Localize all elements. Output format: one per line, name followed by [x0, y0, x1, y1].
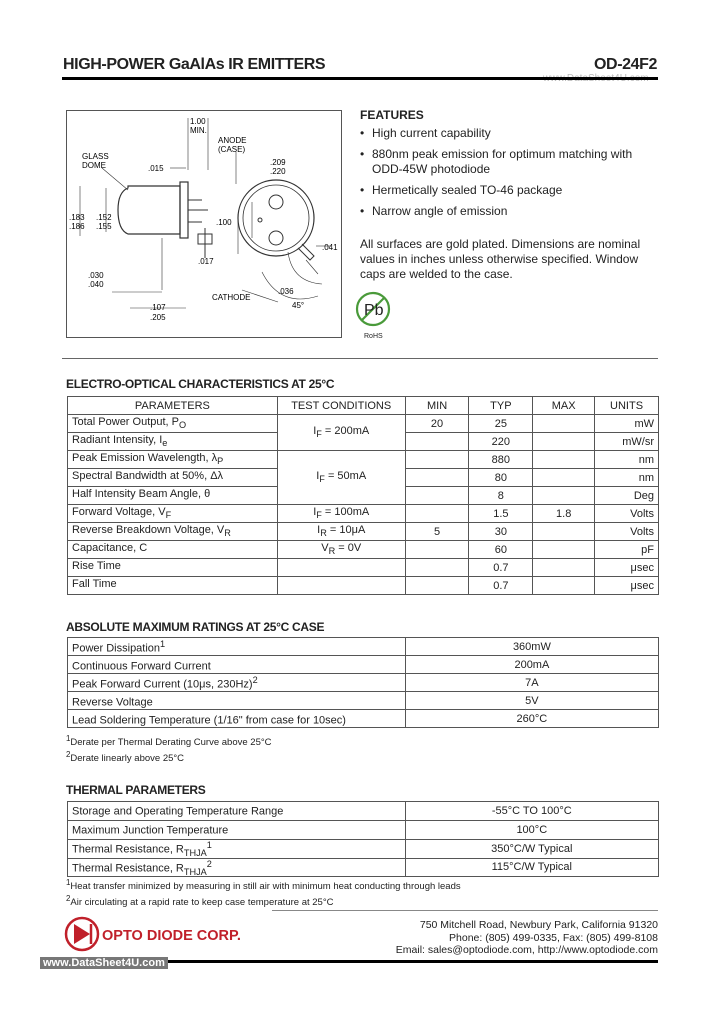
- rohs-label: RoHS: [364, 333, 383, 340]
- units-cell: Volts: [595, 523, 659, 541]
- table-header-row: [68, 397, 659, 415]
- param-cell: Fall Time: [68, 577, 278, 595]
- param-cell: Capacitance, C: [68, 541, 278, 559]
- dim-min: MIN.: [190, 126, 207, 135]
- max-cell: [533, 559, 595, 577]
- dim-107: .107: [150, 303, 166, 312]
- min-cell: [405, 559, 469, 577]
- absolute-max-notes: [66, 733, 272, 765]
- table-row: [68, 710, 659, 728]
- typ-cell: 0.7: [469, 577, 533, 595]
- param-cell: Lead Soldering Temperature (1/16" from case for 10sec): [68, 710, 406, 728]
- dim-015: .015: [148, 164, 164, 173]
- min-cell: [405, 433, 469, 451]
- dim-209: .209: [270, 158, 286, 167]
- company-address: [396, 919, 658, 957]
- col-header: PARAMETERS: [68, 397, 278, 415]
- dim-220: .220: [270, 167, 286, 176]
- min-cell: [405, 451, 469, 469]
- table-row: [68, 820, 659, 839]
- units-cell: pF: [595, 541, 659, 559]
- footnote: $^2$Air circulating at a rapid rate to keep case temperature at 25°C: [66, 894, 334, 909]
- dim-040: .040: [88, 280, 104, 289]
- label-case: (CASE): [218, 145, 246, 154]
- label-cathode: CATHODE: [212, 293, 251, 302]
- thermal-heading: THERMAL PARAMETERS: [66, 783, 206, 797]
- footnote: $^2$Derate linearly above 25°C: [66, 750, 185, 765]
- typ-cell: 80: [469, 469, 533, 487]
- package-dimension-drawing: [66, 110, 342, 338]
- value-cell: 200mA: [405, 656, 658, 674]
- condition-cell: $I_F = 100mA$: [277, 505, 405, 523]
- param-cell: Half Intensity Beam Angle, θ: [68, 487, 278, 505]
- min-cell: 5: [405, 523, 469, 541]
- absolute-max-heading: ABSOLUTE MAXIMUM RATINGS AT 25°C CASE: [66, 620, 325, 634]
- condition-cell: [277, 559, 405, 577]
- dim-205: .205: [150, 313, 166, 322]
- typ-cell: 60: [469, 541, 533, 559]
- units-cell: nm: [595, 469, 659, 487]
- param-cell: Maximum Junction Temperature: [68, 820, 406, 839]
- feature-item: • Hermetically sealed TO-46 package: [360, 183, 660, 198]
- features-section: [360, 108, 660, 225]
- max-cell: [533, 469, 595, 487]
- features-heading: FEATURES: [360, 108, 424, 122]
- table-row: [68, 839, 659, 858]
- table-row: [68, 505, 659, 523]
- col-header: TYP: [469, 397, 533, 415]
- typ-cell: 8: [469, 487, 533, 505]
- max-cell: [533, 523, 595, 541]
- label-glass: GLASS: [82, 152, 109, 161]
- email-web-line: Email: sales@optodiode.com, http://www.optodiode.com: [395, 944, 658, 956]
- param-cell: Forward Voltage, $V_F$: [68, 505, 278, 523]
- param-cell: Reverse Voltage: [68, 692, 406, 710]
- header-rule: [62, 77, 658, 80]
- param-cell: Power Dissipation$^1$: [68, 638, 406, 656]
- features-note: All surfaces are gold plated. Dimensions are nominal values in inches unless otherwise specified. Window caps are welded to the case.: [360, 237, 641, 281]
- absolute-max-table: [67, 637, 659, 728]
- value-cell: -55°C TO 100°C: [405, 802, 658, 821]
- table-row: [68, 415, 659, 433]
- min-cell: 20: [405, 415, 469, 433]
- condition-cell: [277, 577, 405, 595]
- max-cell: [533, 451, 595, 469]
- dim-1-00: 1.00: [190, 117, 206, 126]
- dim-186: .186: [69, 222, 85, 231]
- dim-183: .183: [69, 213, 85, 222]
- table-row: [68, 692, 659, 710]
- feature-item: • Narrow angle of emission: [360, 204, 660, 219]
- electro-optical-heading: ELECTRO-OPTICAL CHARACTERISTICS AT 25°C: [66, 377, 335, 391]
- col-header: TEST CONDITIONS: [277, 397, 405, 415]
- dim-45: 45°: [292, 301, 305, 310]
- param-cell: Spectral Bandwidth at 50%, Δλ: [68, 469, 278, 487]
- document-title: HIGH-POWER GaAlAs IR EMITTERS: [63, 56, 326, 73]
- table-row: [68, 451, 659, 469]
- condition-cell: $I_F = 200mA$: [277, 415, 405, 451]
- label-anode: ANODE: [218, 136, 247, 145]
- units-cell: mW/sr: [595, 433, 659, 451]
- min-cell: [405, 577, 469, 595]
- value-cell: 5V: [405, 692, 658, 710]
- value-cell: 7A: [405, 674, 658, 692]
- units-cell: mW: [595, 415, 659, 433]
- value-cell: 115°C/W Typical: [405, 858, 658, 877]
- max-cell: [533, 577, 595, 595]
- company-logo: [62, 912, 272, 956]
- typ-cell: 0.7: [469, 559, 533, 577]
- condition-cell: $I_F = 50mA$: [277, 451, 405, 505]
- units-cell: Volts: [595, 505, 659, 523]
- max-cell: [533, 541, 595, 559]
- param-cell: Storage and Operating Temperature Range: [68, 802, 406, 821]
- feature-item: • 880nm peak emission for optimum matching with ODD-45W photodiode: [360, 147, 660, 177]
- table-row: [68, 577, 659, 595]
- address-line: 750 Mitchell Road, Newbury Park, California 91320: [419, 919, 658, 931]
- param-cell: Continuous Forward Current: [68, 656, 406, 674]
- value-cell: 100°C: [405, 820, 658, 839]
- dim-100: .100: [216, 218, 232, 227]
- typ-cell: 25: [469, 415, 533, 433]
- value-cell: 350°C/W Typical: [405, 839, 658, 858]
- col-header: MIN: [405, 397, 469, 415]
- max-cell: [533, 433, 595, 451]
- max-cell: 1.8: [533, 505, 595, 523]
- param-cell: Rise Time: [68, 559, 278, 577]
- table-row: [68, 559, 659, 577]
- min-cell: [405, 487, 469, 505]
- footer-divider: [272, 910, 658, 911]
- company-name: OPTO DIODE CORP.: [102, 928, 241, 944]
- value-cell: 260°C: [405, 710, 658, 728]
- value-cell: 360mW: [405, 638, 658, 656]
- dim-036: .036: [278, 287, 294, 296]
- phone-fax-line: Phone: (805) 499-0335, Fax: (805) 499-8108: [449, 931, 658, 944]
- thermal-notes: [66, 877, 461, 909]
- param-cell: Peak Emission Wavelength, $\lambda_P$: [68, 451, 278, 469]
- footnote: $^1$Heat transfer minimized by measuring in still air with minimum heat conducting through leads: [66, 878, 461, 893]
- table-row: [68, 858, 659, 877]
- dim-041: .041: [322, 243, 338, 252]
- label-dome: DOME: [82, 161, 106, 170]
- thermal-table: [67, 801, 659, 877]
- units-cell: μsec: [595, 559, 659, 577]
- section-divider: [62, 358, 658, 359]
- table-row: [68, 802, 659, 821]
- condition-cell: $V_R = 0V$: [277, 541, 405, 559]
- typ-cell: 1.5: [469, 505, 533, 523]
- table-row: [68, 674, 659, 692]
- table-row: [68, 656, 659, 674]
- units-cell: μsec: [595, 577, 659, 595]
- param-cell: Thermal Resistance, $R_{THJA}^1$: [68, 839, 406, 858]
- dim-152: .152: [96, 213, 112, 222]
- max-cell: [533, 415, 595, 433]
- rohs-pb: Pb: [364, 302, 384, 319]
- param-cell: Peak Forward Current (10μs, 230Hz)$^2$: [68, 674, 406, 692]
- min-cell: [405, 469, 469, 487]
- dim-155: .155: [96, 222, 112, 231]
- col-header: MAX: [533, 397, 595, 415]
- units-cell: Deg: [595, 487, 659, 505]
- typ-cell: 880: [469, 451, 533, 469]
- typ-cell: 220: [469, 433, 533, 451]
- rohs-icon: [354, 290, 392, 342]
- footnote: $^1$Derate per Thermal Derating Curve above 25°C: [66, 734, 272, 749]
- param-cell: Reverse Breakdown Voltage, $V_R$: [68, 523, 278, 541]
- param-cell: Total Power Output, $P_O$: [68, 415, 278, 433]
- condition-cell: $I_R = 10\mu A$: [277, 523, 405, 541]
- table-row: [68, 523, 659, 541]
- electro-optical-table: [67, 396, 659, 595]
- units-cell: nm: [595, 451, 659, 469]
- table-row: [68, 638, 659, 656]
- watermark-bottom: www.DataSheet4U.com: [40, 957, 168, 969]
- dim-017: .017: [198, 257, 214, 266]
- dim-030: .030: [88, 271, 104, 280]
- col-header: UNITS: [595, 397, 659, 415]
- param-cell: Thermal Resistance, $R_{THJA}^2$: [68, 858, 406, 877]
- typ-cell: 30: [469, 523, 533, 541]
- table-row: [68, 541, 659, 559]
- param-cell: Radiant Intensity, $I_e$: [68, 433, 278, 451]
- part-number: OD-24F2: [594, 56, 657, 73]
- feature-item: • High current capability: [360, 126, 660, 141]
- min-cell: [405, 541, 469, 559]
- min-cell: [405, 505, 469, 523]
- max-cell: [533, 487, 595, 505]
